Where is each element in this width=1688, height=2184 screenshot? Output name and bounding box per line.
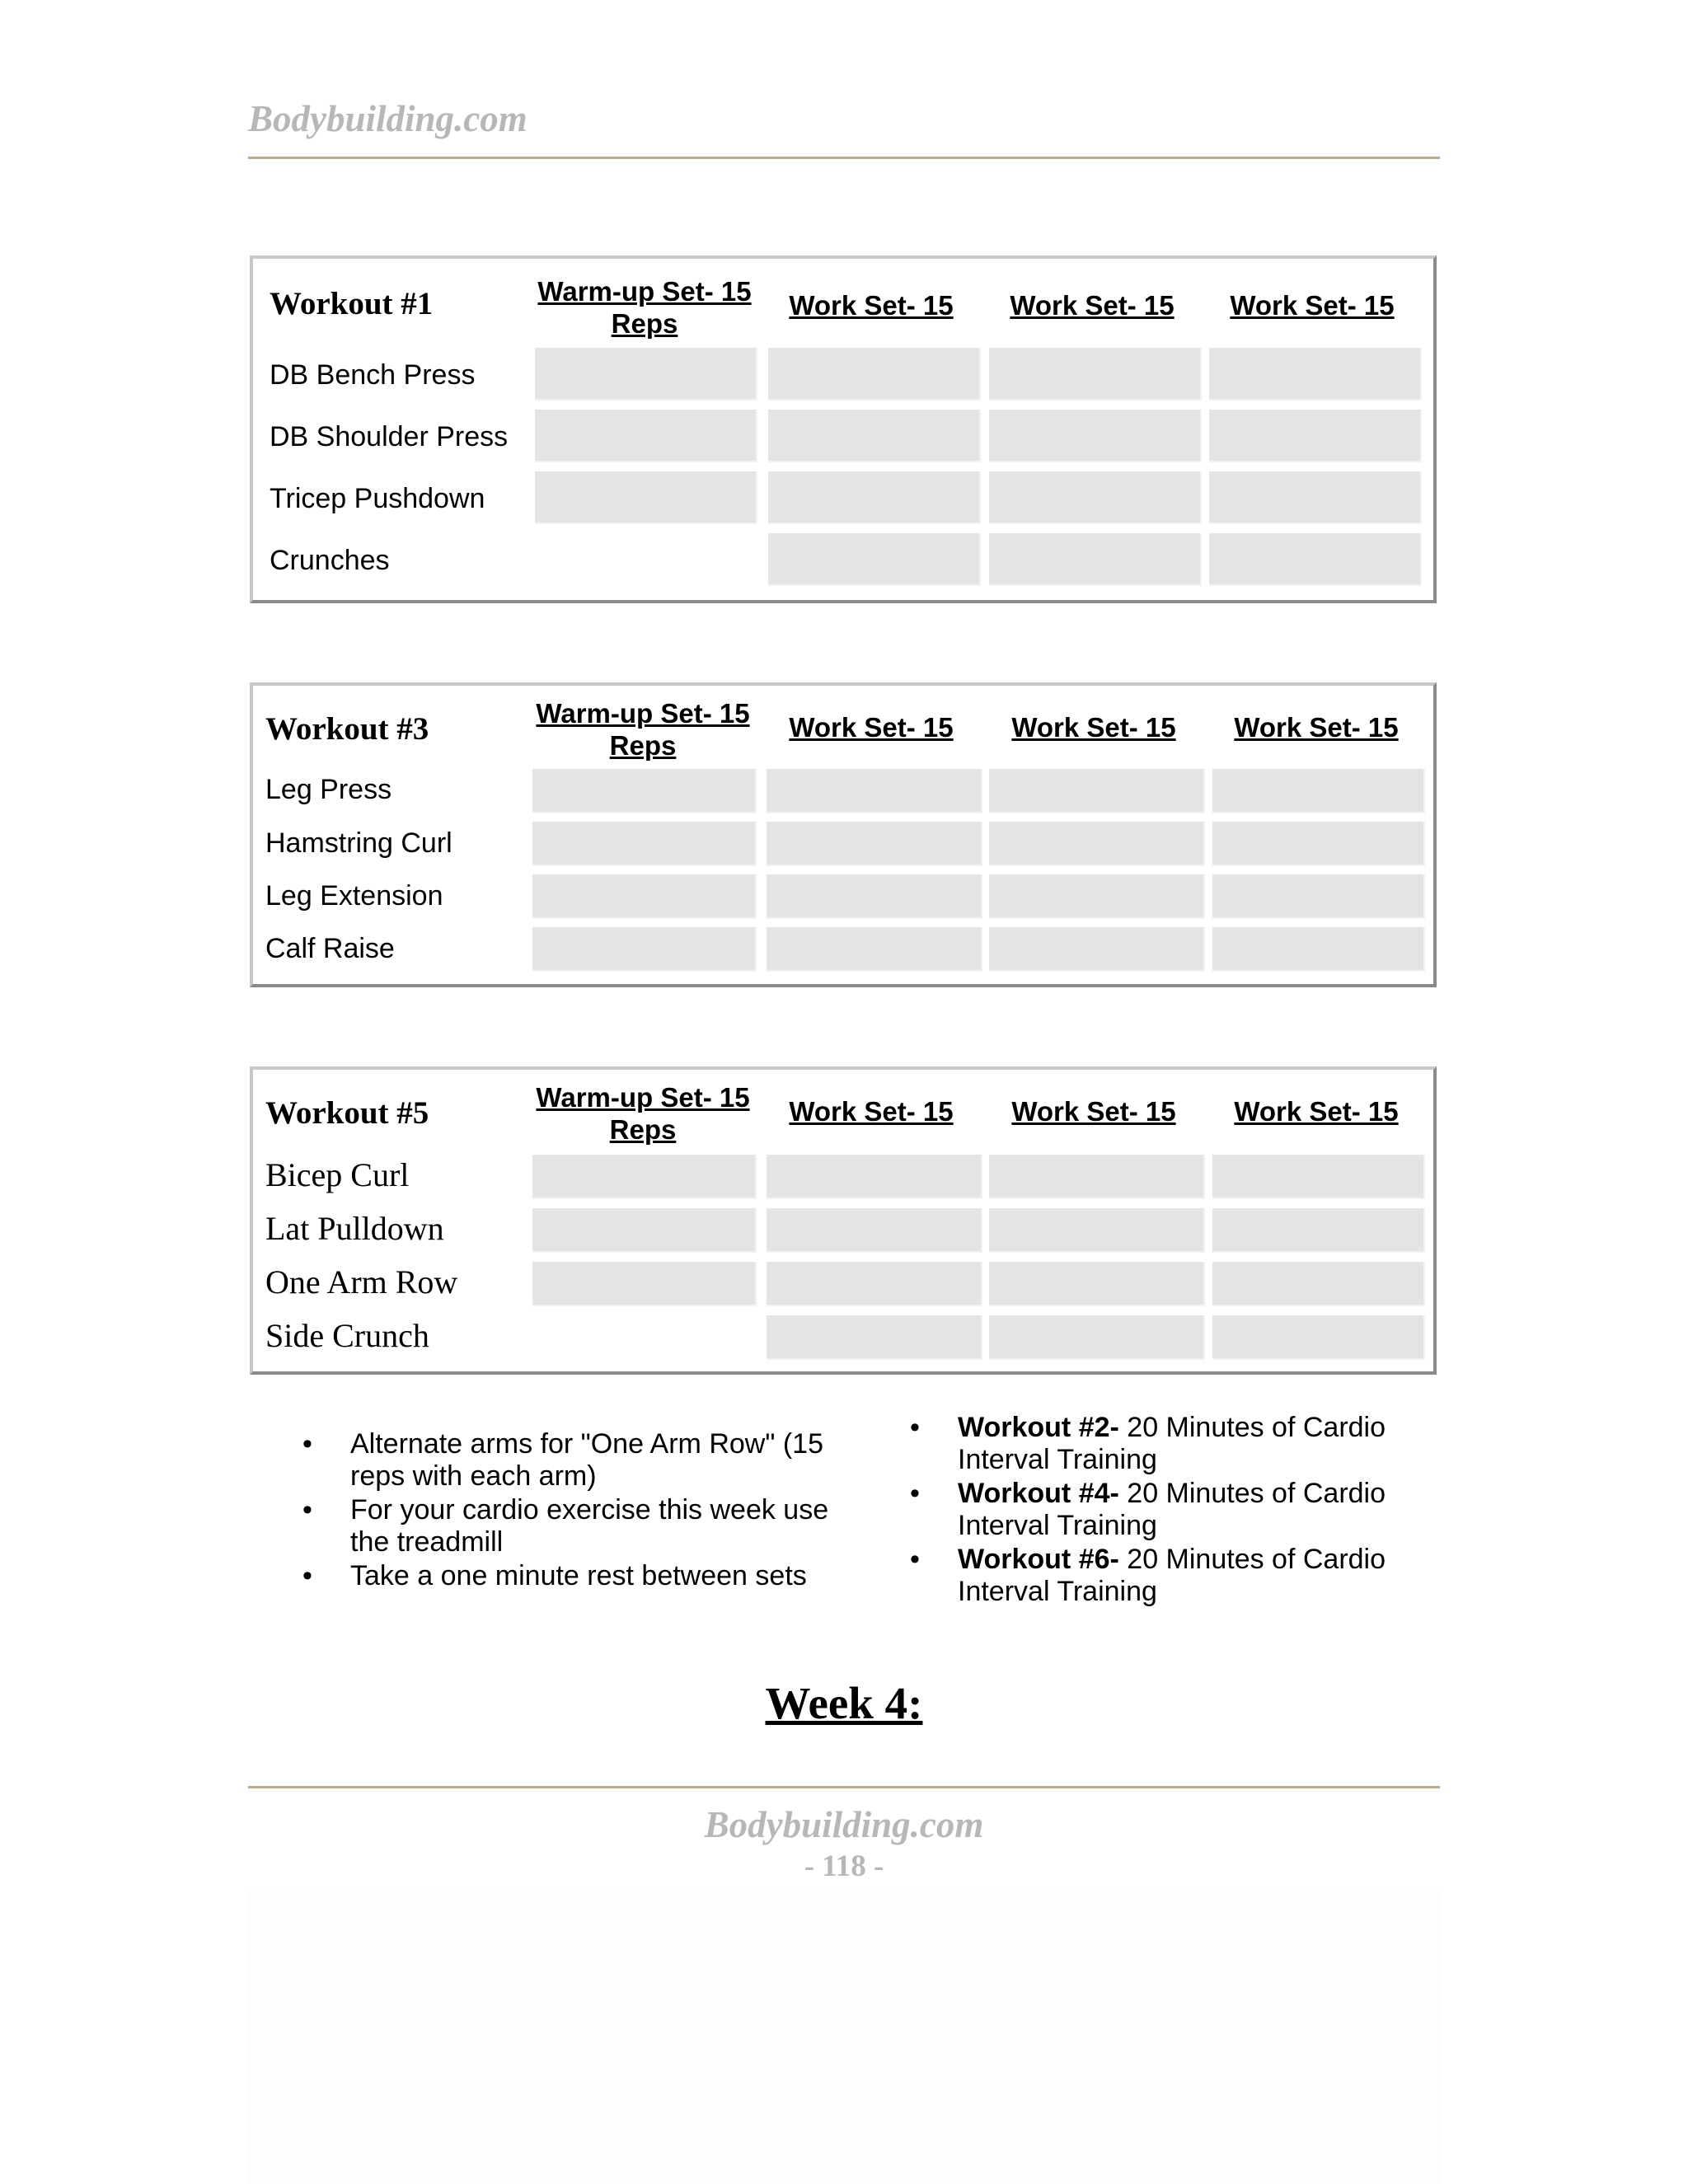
column-header-work-set: Work Set- 15 (789, 290, 954, 321)
set-entry-cell[interactable] (989, 1315, 1205, 1360)
set-entry-cell[interactable] (768, 410, 981, 462)
column-header-warmup: Warm-up Set- 15 Reps (537, 276, 752, 339)
set-entry-cell[interactable] (532, 874, 757, 919)
bullet-icon: • (910, 1412, 920, 1443)
header-brand: Bodybuilding.com (248, 98, 528, 139)
exercise-label: Lat Pulldown (265, 1210, 444, 1247)
exercise-label: DB Bench Press (270, 359, 476, 391)
header-rule (248, 157, 1440, 159)
column-header-work-set: Work Set- 15 (1011, 712, 1176, 743)
set-entry-cell[interactable] (767, 874, 982, 919)
note-text: Alternate arms for "One Arm Row" (15 reps with each arm) (350, 1428, 823, 1492)
exercise-label: One Arm Row (265, 1263, 458, 1301)
set-entry-cell[interactable] (989, 1208, 1205, 1253)
set-entry-cell[interactable] (535, 348, 757, 401)
set-entry-cell[interactable] (532, 769, 757, 813)
bullet-icon: • (910, 1544, 920, 1575)
bullet-icon: • (302, 1494, 312, 1526)
note-text: Take a one minute rest between sets (350, 1560, 807, 1591)
note-item (859, 1544, 1436, 1608)
set-entry-cell[interactable] (1212, 1208, 1425, 1253)
exercise-label: Calf Raise (265, 933, 395, 964)
exercise-label: DB Shoulder Press (270, 421, 509, 452)
bullet-icon: • (910, 1478, 920, 1509)
set-entry-cell[interactable] (1209, 533, 1422, 586)
exercise-label: Crunches (270, 545, 390, 576)
note-text: For your cardio exercise this week use the treadmill (350, 1494, 829, 1558)
exercise-label: Hamstring Curl (265, 827, 452, 859)
set-entry-cell[interactable] (768, 348, 981, 401)
set-entry-cell[interactable] (1209, 471, 1422, 524)
set-entry-cell[interactable] (768, 533, 981, 586)
exercise-label: Leg Extension (265, 880, 443, 912)
note-text: 20 Minutes of Cardio Interval Training (958, 1478, 1386, 1541)
set-entry-cell[interactable] (1212, 874, 1425, 919)
week-title-text: Week 4: (765, 1678, 923, 1728)
set-entry-cell[interactable] (767, 1155, 982, 1199)
set-entry-cell[interactable] (989, 1155, 1205, 1199)
exercise-label: Tricep Pushdown (270, 483, 485, 514)
set-entry-cell[interactable] (535, 471, 757, 524)
set-entry-cell[interactable] (768, 471, 981, 524)
set-entry-cell[interactable] (1212, 1155, 1425, 1199)
bullet-icon: • (302, 1428, 312, 1460)
set-entry-cell[interactable] (535, 410, 757, 462)
set-entry-cell[interactable] (989, 410, 1202, 462)
set-entry-cell[interactable] (532, 1208, 757, 1253)
set-entry-cell[interactable] (989, 1262, 1205, 1306)
set-entry-cell[interactable] (1209, 410, 1422, 462)
note-item (859, 1478, 1436, 1542)
workout-table (250, 682, 1437, 987)
set-entry-cell[interactable] (1212, 769, 1425, 813)
note-text: 20 Minutes of Cardio Interval Training (958, 1412, 1386, 1475)
set-entry-cell[interactable] (989, 874, 1205, 919)
workout-title: Workout #5 (265, 1095, 429, 1131)
set-entry-cell[interactable] (532, 1262, 757, 1306)
set-entry-cell[interactable] (989, 348, 1202, 401)
column-header-warmup: Warm-up Set- 15 Reps (536, 1082, 750, 1145)
note-workout-label: Workout #6- (958, 1544, 1119, 1575)
set-entry-cell[interactable] (989, 471, 1202, 524)
note-item (251, 1494, 861, 1558)
note-text: 20 Minutes of Cardio Interval Training (958, 1544, 1386, 1607)
set-entry-cell[interactable] (767, 927, 982, 972)
footer-brand: Bodybuilding.com (704, 1804, 984, 1845)
column-header-work-set: Work Set- 15 (789, 712, 954, 743)
set-entry-cell[interactable] (1212, 1262, 1425, 1306)
exercise-label: Bicep Curl (265, 1156, 410, 1193)
set-entry-cell[interactable] (532, 1155, 757, 1199)
set-entry-cell[interactable] (989, 927, 1205, 972)
page-background (247, 1887, 1441, 2184)
notes-left (251, 1428, 861, 1592)
column-header-work-set: Work Set- 15 (1011, 1096, 1176, 1127)
column-header-warmup: Warm-up Set- 15 Reps (536, 698, 750, 761)
column-header-work-set: Work Set- 15 (789, 1096, 954, 1127)
column-header-work-set: Work Set- 15 (1230, 290, 1395, 321)
set-entry-cell[interactable] (767, 822, 982, 866)
bullet-icon: • (302, 1560, 312, 1591)
set-entry-cell[interactable] (1212, 927, 1425, 972)
column-header-work-set: Work Set- 15 (1234, 712, 1399, 743)
footer-rule (248, 1786, 1440, 1788)
note-workout-label: Workout #2- (958, 1412, 1119, 1443)
note-item (859, 1412, 1436, 1476)
set-entry-cell[interactable] (989, 533, 1202, 586)
set-entry-cell[interactable] (1212, 1315, 1425, 1360)
set-entry-cell[interactable] (1209, 348, 1422, 401)
workout-table (250, 255, 1437, 603)
set-entry-cell[interactable] (989, 822, 1205, 866)
notes-right (859, 1412, 1436, 1608)
column-header-work-set: Work Set- 15 (1234, 1096, 1399, 1127)
exercise-label: Side Crunch (265, 1317, 429, 1354)
exercise-label: Leg Press (265, 774, 392, 805)
note-item (251, 1428, 861, 1493)
workout-table (250, 1066, 1437, 1375)
set-entry-cell[interactable] (1212, 822, 1425, 866)
set-entry-cell[interactable] (767, 769, 982, 813)
set-entry-cell[interactable] (532, 927, 757, 972)
set-entry-cell[interactable] (767, 1262, 982, 1306)
note-item (251, 1560, 861, 1592)
note-workout-label: Workout #4- (958, 1478, 1119, 1509)
workout-title: Workout #1 (270, 286, 434, 321)
set-entry-cell[interactable] (767, 1315, 982, 1360)
page-number: - 118 - (804, 1849, 884, 1883)
set-entry-cell[interactable] (767, 1208, 982, 1253)
set-entry-cell[interactable] (532, 822, 757, 866)
set-entry-cell[interactable] (989, 769, 1205, 813)
column-header-work-set: Work Set- 15 (1010, 290, 1175, 321)
workout-title: Workout #3 (265, 711, 429, 747)
week-title (0, 1677, 1688, 1729)
